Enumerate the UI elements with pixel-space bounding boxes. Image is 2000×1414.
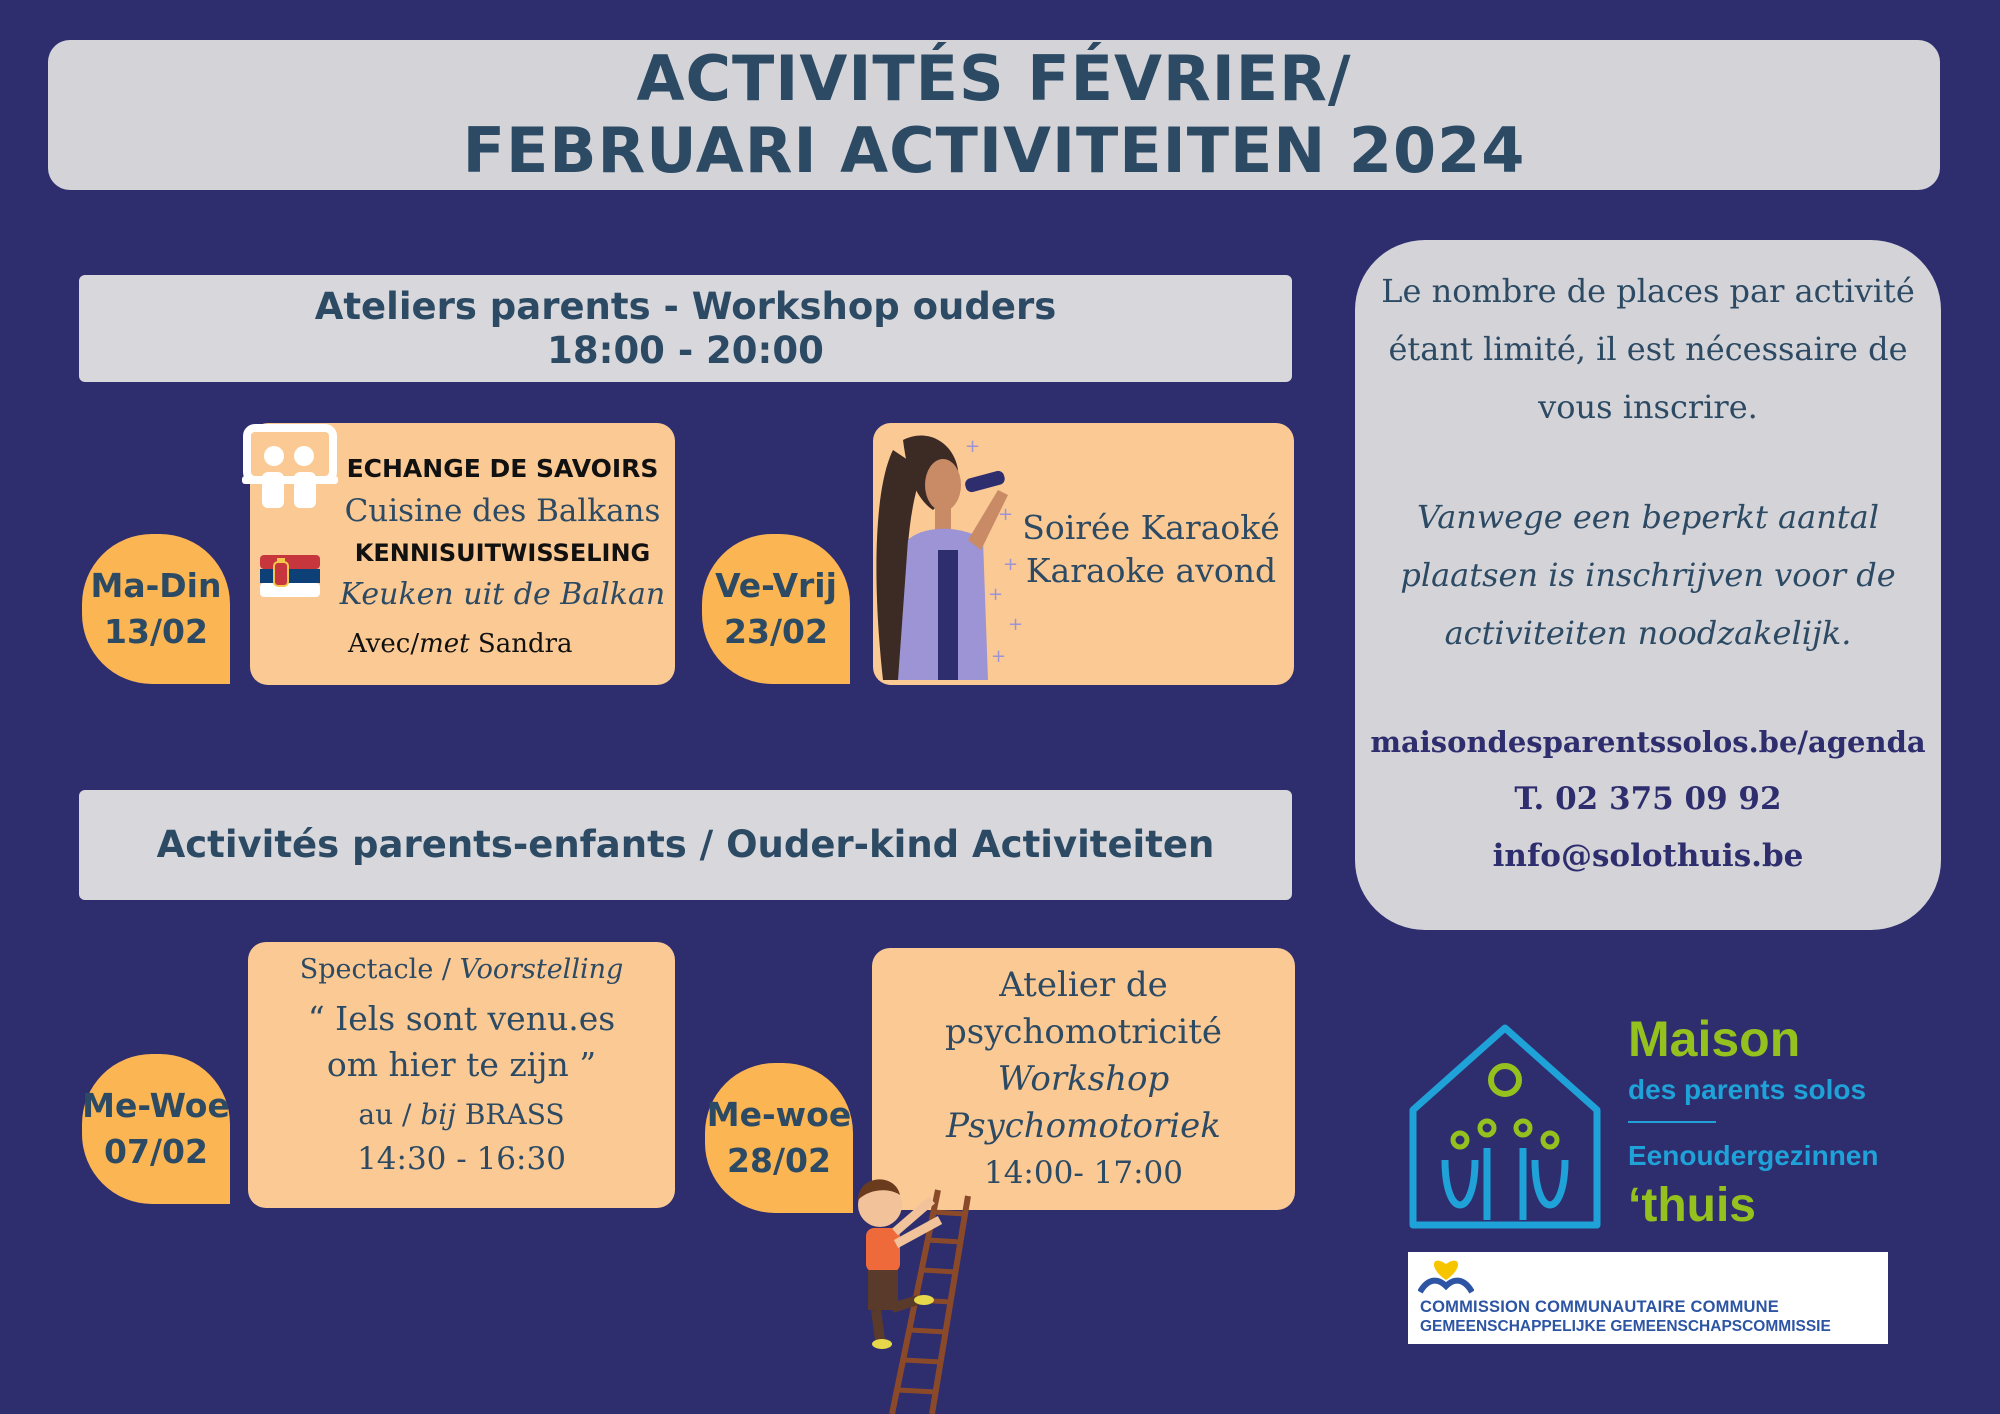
event3-show-line1: “ Iels sont venu.es bbox=[307, 999, 616, 1038]
serbian-flag-icon bbox=[260, 555, 320, 597]
child-ladder-illustration bbox=[840, 1160, 980, 1414]
event2-title-fr: Soirée Karaoké bbox=[1022, 508, 1280, 547]
event3-type-nl: Voorstelling bbox=[459, 954, 624, 985]
event1-subtitle-nl: Keuken uit de Balkan bbox=[339, 577, 666, 612]
svg-text:+: + bbox=[1008, 614, 1024, 635]
logo-des-parents: des parents solos bbox=[1628, 1074, 1867, 1105]
info-nl-line2: plaatsen is inschrijven voor de bbox=[1400, 556, 1896, 594]
event2-text bbox=[1020, 506, 1282, 592]
info-fr-line2: étant limité, il est nécessaire de bbox=[1388, 330, 1908, 368]
registration-info-box bbox=[1355, 240, 1941, 930]
logo-divider bbox=[1628, 1121, 1716, 1123]
section-header-parent-child bbox=[79, 790, 1292, 900]
svg-text:+: + bbox=[965, 436, 981, 457]
svg-text:+: + bbox=[998, 504, 1014, 525]
event1-date: 13/02 bbox=[104, 612, 208, 651]
info-nl-line1: Vanwege een beperkt aantal bbox=[1417, 498, 1879, 536]
event4-date: 28/02 bbox=[727, 1141, 831, 1180]
event3-show-line2: om hier te zijn ” bbox=[326, 1045, 597, 1084]
title-banner bbox=[48, 40, 1940, 190]
event1-day: Ma-Din bbox=[90, 566, 222, 605]
event3-place-fr: au / bbox=[358, 1098, 421, 1131]
event3-time: 14:30 - 16:30 bbox=[357, 1141, 566, 1177]
commission-line2: GEMEENSCHAPPELIJKE GEMEENSCHAPSCOMMISSIE bbox=[1420, 1318, 1831, 1335]
event1-avec: Avec/ bbox=[348, 629, 420, 659]
event1-title-nl: KENNISUITWISSELING bbox=[354, 539, 651, 567]
event4-title-nl-2: Psychomotoriek bbox=[946, 1106, 1221, 1146]
commission-heart-icon bbox=[1418, 1254, 1474, 1294]
event4-title-fr-1: Atelier de bbox=[999, 965, 1168, 1005]
info-fr-line1: Le nombre de places par activité bbox=[1381, 272, 1915, 310]
event4-time: 14:00- 17:00 bbox=[983, 1155, 1183, 1191]
logo-eenouder: Eenoudergezinnen bbox=[1628, 1140, 1879, 1171]
event3-day: Me-Woe bbox=[82, 1086, 230, 1125]
date-tag-event1 bbox=[82, 534, 230, 684]
house-logo-icon bbox=[1405, 1020, 1605, 1230]
section-header-workshops bbox=[79, 275, 1292, 382]
info-nl-line3: activiteiten noodzakelijk. bbox=[1444, 614, 1852, 652]
logo-thuis: ‘thuis bbox=[1628, 1179, 1756, 1232]
event4-title-nl-1: Workshop bbox=[997, 1059, 1170, 1099]
event3-place-nl: bij bbox=[420, 1098, 456, 1131]
logo-maison: Maison bbox=[1628, 1011, 1801, 1067]
event3-text bbox=[248, 948, 675, 1180]
info-website-link[interactable]: maisondesparentssolos.be/agenda bbox=[1370, 725, 1926, 759]
section-title-workshops: Ateliers parents - Workshop ouders bbox=[314, 284, 1057, 328]
knowledge-exchange-icon bbox=[242, 424, 338, 514]
svg-text:+: + bbox=[991, 646, 1007, 667]
svg-text:+: + bbox=[1003, 554, 1019, 575]
event4-title-fr-2: psychomotricité bbox=[944, 1012, 1223, 1052]
commission-logo bbox=[1408, 1252, 1888, 1344]
section-title-parent-child: Activités parents-enfants / Ouder-kind Activiteiten bbox=[156, 823, 1215, 866]
info-fr-line3: vous inscrire. bbox=[1538, 388, 1758, 426]
page-title-line1: ACTIVITÉS FÉVRIER/ bbox=[636, 42, 1352, 115]
event1-met: met bbox=[419, 629, 470, 659]
event4-day: Me-woe bbox=[706, 1095, 852, 1134]
date-tag-event4 bbox=[705, 1063, 853, 1213]
date-tag-event2 bbox=[702, 534, 850, 684]
event2-title-nl: Karaoke avond bbox=[1025, 551, 1277, 590]
event3-type bbox=[248, 948, 675, 992]
date-tag-event3 bbox=[82, 1054, 230, 1204]
event3-place-name: BRASS bbox=[455, 1098, 565, 1131]
event1-host bbox=[348, 624, 573, 664]
section-time-workshops: 18:00 - 20:00 bbox=[547, 328, 824, 372]
commission-line1: COMMISSION COMMUNAUTAIRE COMMUNE bbox=[1420, 1298, 1779, 1316]
event1-title-fr: ECHANGE DE SAVOIRS bbox=[346, 454, 659, 483]
event2-day: Ve-Vrij bbox=[715, 566, 837, 605]
event3-type-fr: Spectacle / bbox=[299, 954, 460, 985]
svg-text:+: + bbox=[988, 584, 1004, 605]
page-title-line2: FEBRUARI ACTIVITEITEN 2024 bbox=[462, 114, 1526, 187]
event1-text bbox=[330, 448, 675, 616]
event1-subtitle-fr: Cuisine des Balkans bbox=[344, 493, 661, 529]
info-phone[interactable]: T. 02 375 09 92 bbox=[1514, 781, 1782, 817]
event2-date: 23/02 bbox=[724, 612, 828, 651]
karaoke-singer-illustration bbox=[873, 430, 1033, 686]
info-email-link[interactable]: info@solothuis.be bbox=[1492, 838, 1804, 874]
event3-place bbox=[248, 1092, 675, 1138]
event1-name: Sandra bbox=[469, 629, 573, 659]
event3-date: 07/02 bbox=[104, 1132, 208, 1171]
